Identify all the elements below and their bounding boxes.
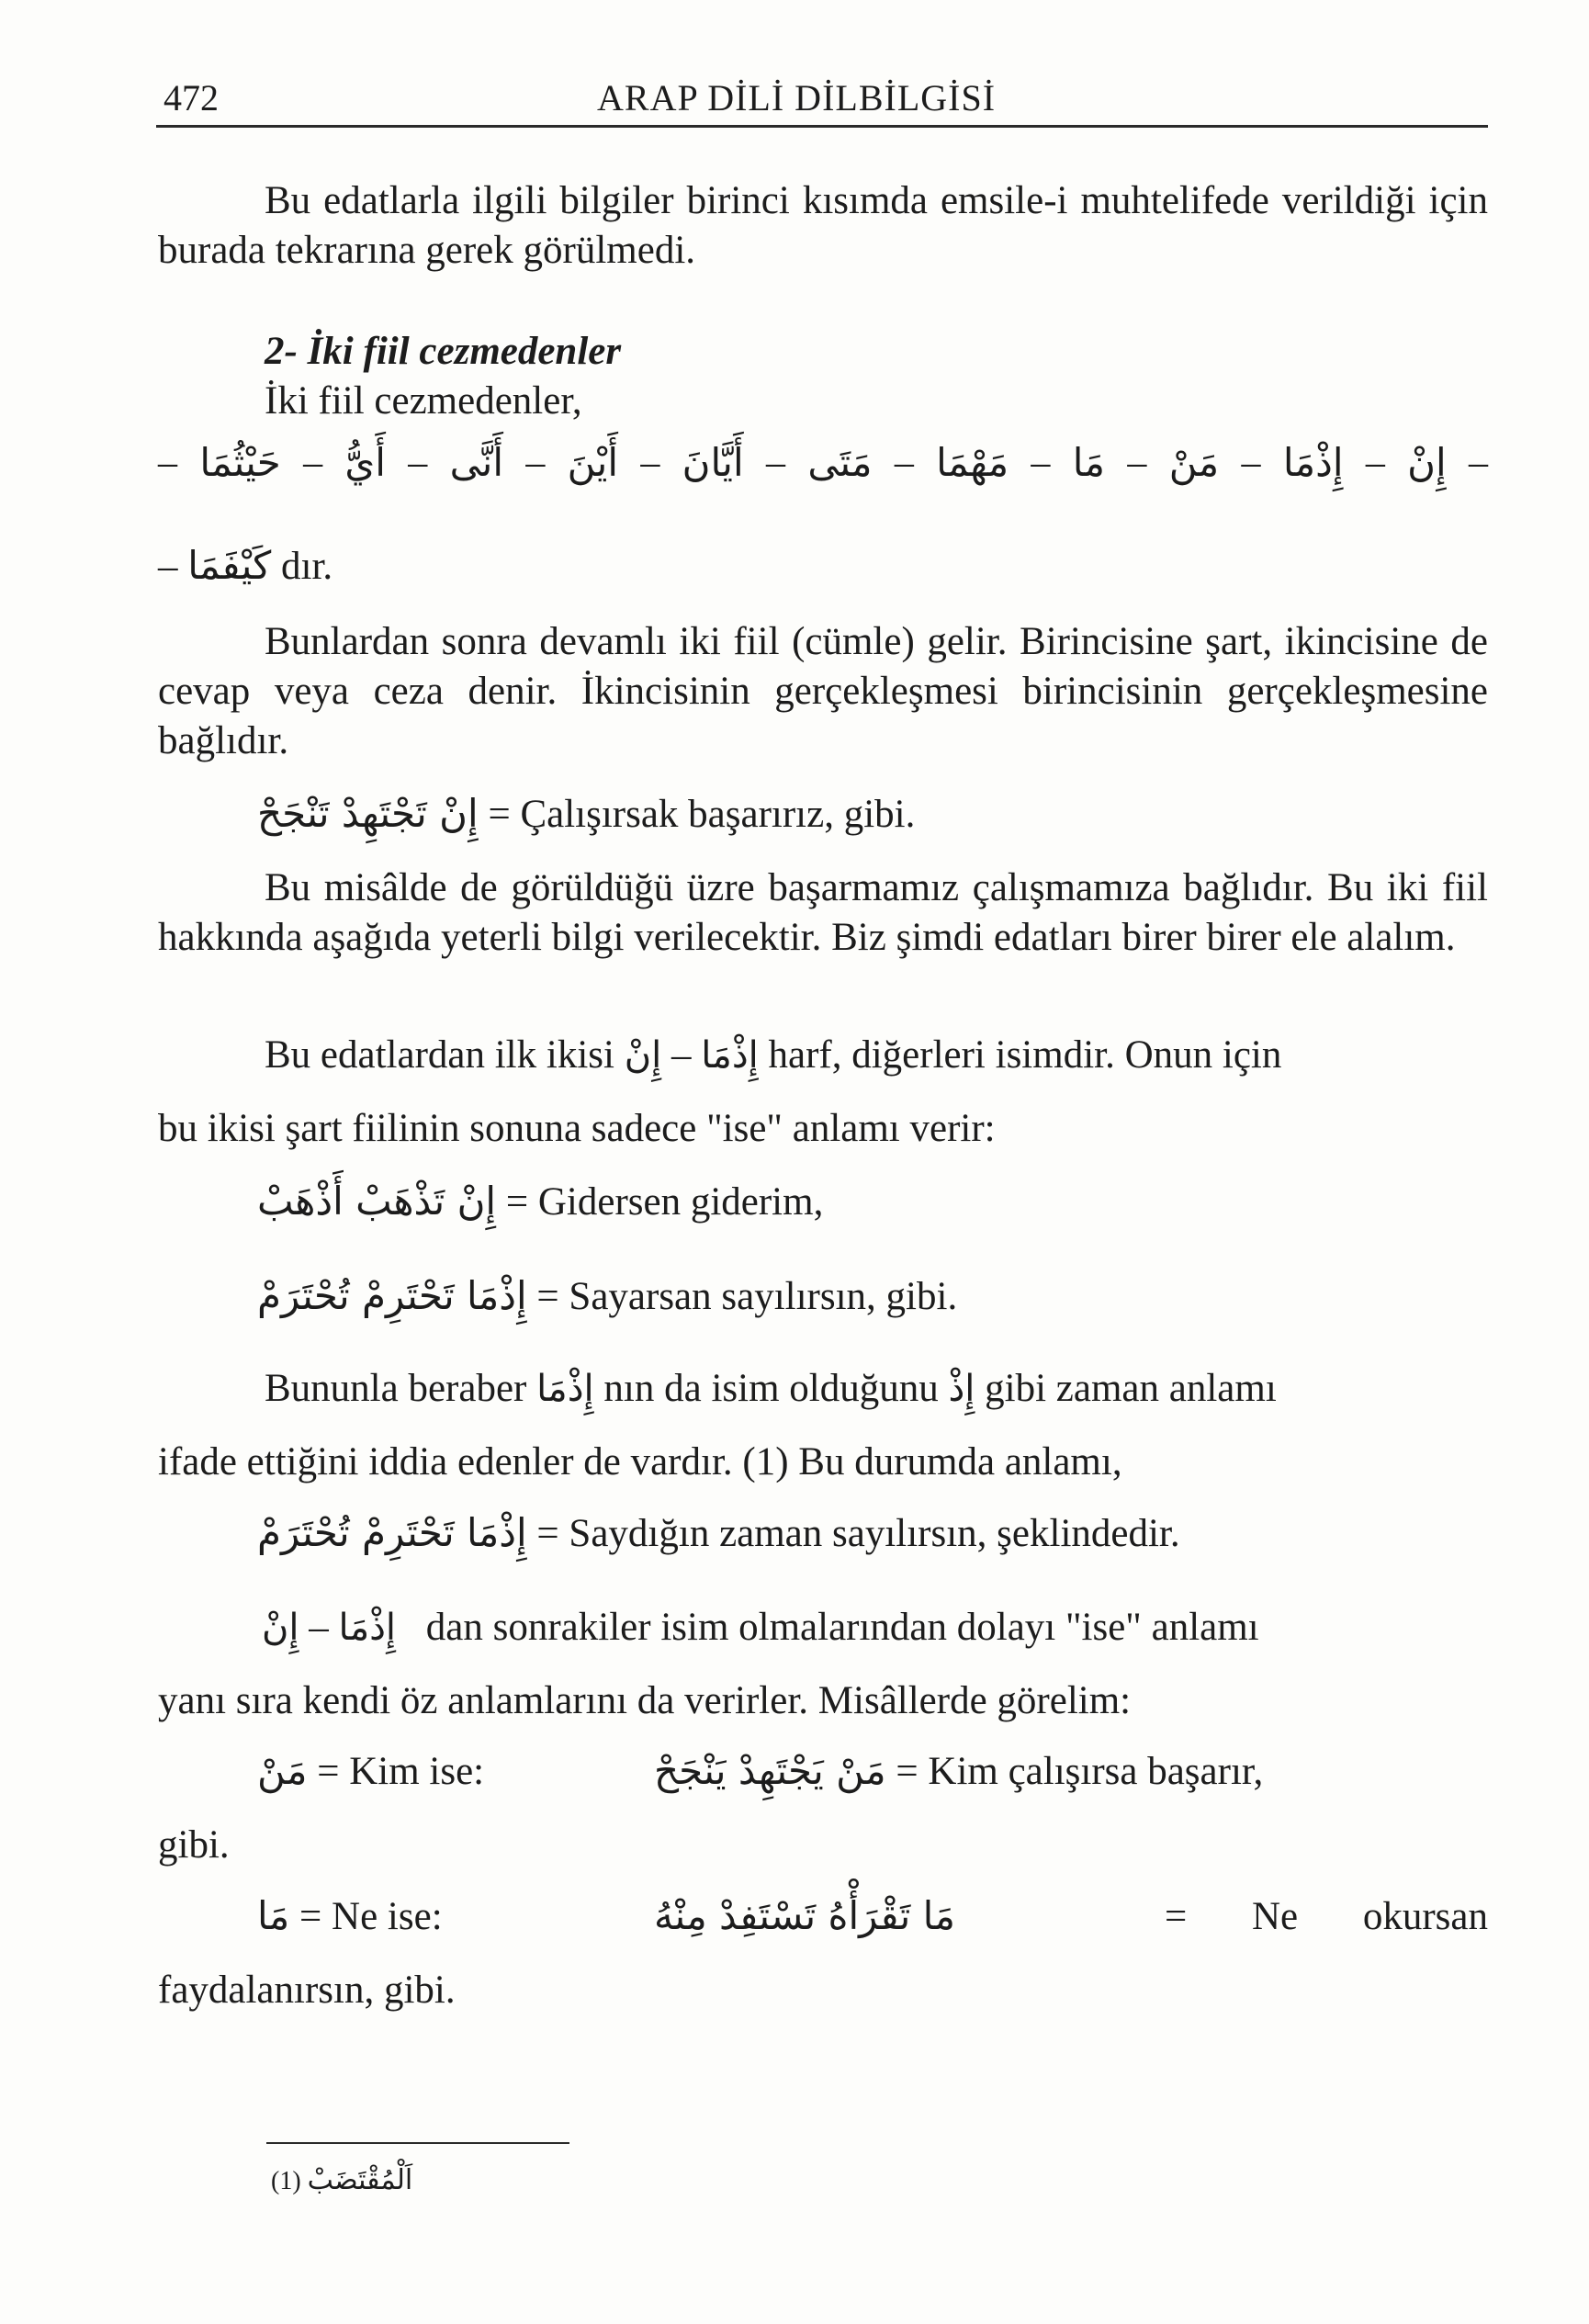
edat-last-suffix: dır. [281,545,333,588]
paragraph-4-line-1: Bu edatlardan ilk ikisi إِنْ – إِذْمَا harf, diğerleri isimdir. Onun için [265,1033,1282,1077]
paragraph-6-line-1: إِنْ – إِذْمَا dan sonrakiler isim olmalarından dolayı "ise" anlamı [262,1606,1259,1649]
edat-item: مَا [1072,440,1106,485]
edat-separator: – [408,442,428,484]
example-5-arabic: مَنْ يَجْتَهِدْ يَنْجَحْ [654,1748,886,1793]
edat-separator: – [303,442,323,484]
edat-izma-3: إِذْمَا [338,1607,397,1649]
footnote-marker: (1) [271,2167,301,2195]
edat-item: حَيْثُمَا [199,440,281,485]
header-rule [156,125,1488,128]
example-2-arabic: إِنْ تَذْهَبْ أَذْهَبْ [257,1179,497,1224]
example-1-meaning: = Çalışırsak başarırız, gibi. [488,793,916,836]
edat-kayfama: كَيْفَمَا [187,543,272,588]
page-number: 472 [163,77,219,118]
edat-item: إِذْمَا [1282,440,1344,485]
example-6-tail: faydalanırsın, gibi. [158,1969,456,2012]
example-2 [257,1178,1587,1227]
edat-item: مَهْمَا [936,440,1009,485]
edat-men: مَنْ [257,1748,308,1793]
edat-item: أَيُّ [344,440,386,485]
edat-separator: – [1241,442,1261,484]
edat-in: إِنْ [624,1034,662,1077]
example-3 [257,1272,1587,1322]
edat-item: أَنَّى [449,440,503,485]
running-title: ARAP DİLİ DİLBİLGİSİ [597,77,997,118]
example-5-edat: مَنْ = Kim ise: [257,1748,485,1793]
edat-iz: إِذْ [948,1368,975,1410]
edat-last-line: – كَيْفَمَا dır. [158,543,333,588]
example-4-arabic: إِذْمَا تَحْتَرِمْ تُحْتَرَمْ [257,1510,527,1555]
example-3-meaning: = Sayarsan sayılırsın, gibi. [536,1275,958,1318]
example-6-arabic: مَا تَقْرَأْهُ تَسْتَفِدْ مِنْهُ [654,1893,955,1938]
edat-separator: – [525,442,546,484]
example-6-meaning: = Ne okursan [1164,1895,1488,1938]
paragraph-6-line-2: yanı sıra kendi öz anlamlarını da verirler. Misâllerde görelim: [158,1679,1132,1722]
edat-separator: – [894,442,914,484]
edat-separator: – [158,442,178,484]
edat-separator: – [765,442,785,484]
edat-izma: إِذْمَا [701,1034,759,1077]
example-2-meaning: = Gidersen giderim, [505,1180,824,1224]
footnote-arabic: اَلْمُقْتَضَبْ [307,2164,413,2196]
paragraph-condition: Bunlardan sonra devamlı iki fiil (cümle) gelir. Birincisine şart, ikincisine de cevap veya ceza denir. İkincisinin gerçekleşmesi birincisinin gerçekleşmesine bağlıdır. [158,620,1488,762]
edat-separator: – [640,442,660,484]
section-heading: 2- İki fiil cezmedenler [265,330,622,373]
paragraph-5-line-2: ifade ettiğini iddia edenler de vardır. (1) Bu durumda anlamı, [158,1440,1122,1484]
example-5-meaning: = Kim çalışırsa başarır, [896,1750,1264,1793]
edat-in-2: إِنْ [262,1607,299,1649]
edat-separator: – [1031,442,1051,484]
example-6-sentence [654,1892,1488,1942]
example-4-meaning: = Saydığın zaman sayılırsın, şeklindedir. [536,1512,1180,1555]
edat-separator: – [1127,442,1147,484]
footnote [271,2163,412,2198]
paragraph-misal: Bu misâlde de görüldüğü üzre başarmamız çalışmamıza bağlıdır. Bu iki fiil hakkında aşağıda yeterli bilgi verilecektir. Biz şimdi edatları birer birer ele alalım. [158,866,1488,959]
example-5-sentence [654,1747,1263,1797]
edat-item: أَيَّانَ [682,440,744,485]
example-6-edat: مَا = Ne ise: [257,1893,443,1938]
edat-item: إِنْ [1407,440,1447,485]
footnote-rule [266,2142,569,2144]
section-subline: İki fiil cezmedenler, [265,379,582,423]
edat-separator: – [1469,442,1488,484]
example-4 [257,1509,1587,1559]
paragraph-4-line-2: bu ikisi şart fiilinin sonuna sadece "ise" anlamı verir: [158,1107,996,1150]
edat-ma: مَا [257,1893,290,1938]
example-1-arabic: إِنْ تَجْتَهِدْ تَنْجَحْ [257,791,479,836]
edat-separator: – [1365,442,1385,484]
edat-item: مَنْ [1168,440,1220,485]
example-1 [257,790,1587,840]
edat-izma-2: إِذْمَا [536,1368,594,1410]
paragraph-5-line-1: Bununla beraber إِذْمَا nın da isim olduğunu إِذْ gibi zaman anlamı [265,1367,1277,1410]
intro-paragraph: Bu edatlarla ilgili bilgiler birinci kısımda emsile-i muhtelifede verildiği için burada tekrarına gerek görülmedi. [158,179,1488,272]
edat-item: مَتَى [807,440,873,485]
edat-list [158,439,1488,488]
example-3-arabic: إِذْمَا تَحْتَرِمْ تُحْتَرَمْ [257,1273,527,1318]
edat-item: أَيْنَ [567,440,618,485]
example-5-tail: gibi. [158,1823,230,1867]
